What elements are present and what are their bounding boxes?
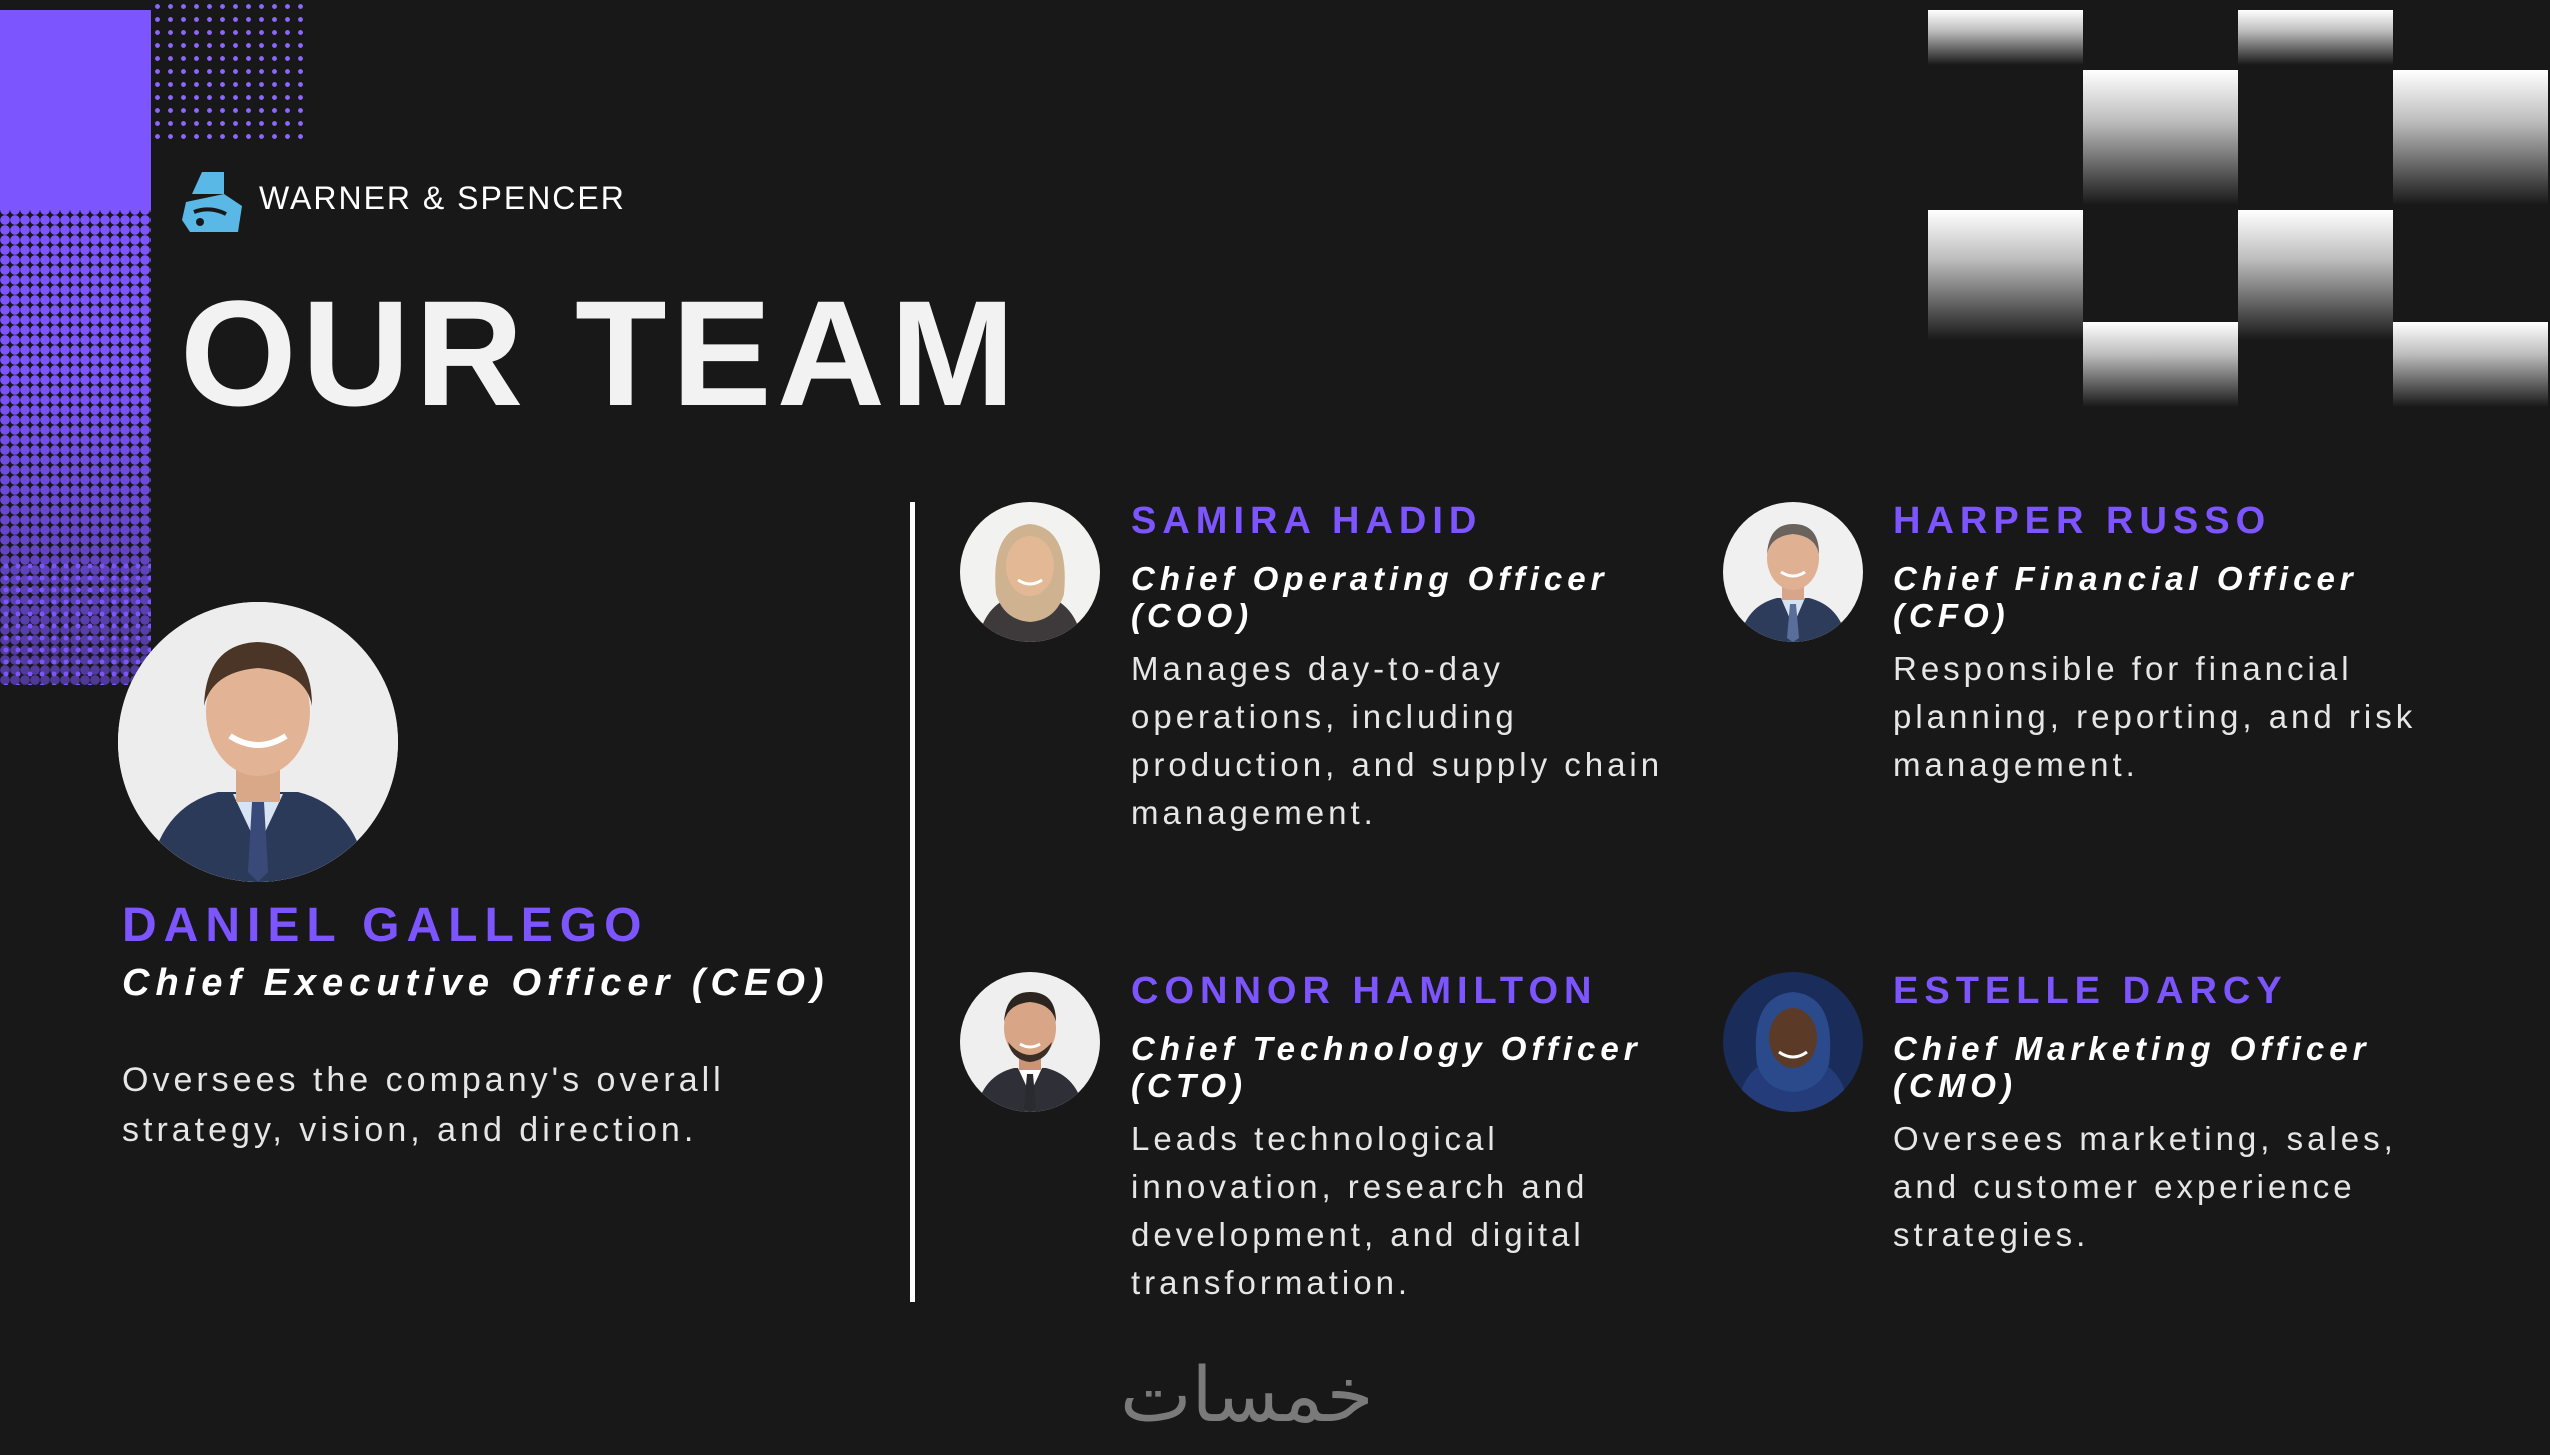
decor-dot-pattern-bottom (0, 560, 151, 685)
member-avatar (960, 972, 1100, 1112)
member-description: Oversees marketing, sales, and customer experience strategies. (1893, 1120, 2397, 1253)
member-name: ESTELLE DARCY (1893, 970, 2288, 1012)
decor-purple-block (0, 10, 151, 210)
ship-sail-logo-icon (180, 168, 242, 234)
ceo-role: Chief Executive Officer (CEO) (122, 962, 830, 1004)
member-role: Chief Marketing Officer (CMO) (1893, 1030, 2371, 1104)
member-name: CONNOR HAMILTON (1131, 970, 1598, 1012)
member-name: SAMIRA HADID (1131, 500, 1483, 542)
member-avatar (1723, 972, 1863, 1112)
brand-name: WARNER & SPENCER (259, 180, 626, 216)
decor-dot-pattern-top (151, 0, 303, 140)
member-name: HARPER RUSSO (1893, 500, 2272, 542)
ceo-name: DANIEL GALLEGO (122, 899, 649, 952)
member-role: Chief Financial Officer (CFO) (1893, 560, 2358, 634)
member-avatar (960, 502, 1100, 642)
member-role: Chief Technology Officer (CTO) (1131, 1030, 1642, 1104)
watermark: خمسات (1120, 1350, 1374, 1439)
member-description: Manages day-to-day operations, including production, and supply chain management. (1131, 650, 1664, 831)
page-title: OUR TEAM (180, 269, 1020, 437)
member-role: Chief Operating Officer (COO) (1131, 560, 1609, 634)
member-avatar (1723, 502, 1863, 642)
ceo-description: Oversees the company's overall strategy, vision, and direction. (122, 1061, 725, 1149)
member-description: Leads technological innovation, research and development, and digital transformation. (1131, 1120, 1589, 1301)
member-description: Responsible for financial planning, reporting, and risk management. (1893, 650, 2417, 783)
ceo-avatar (118, 602, 398, 882)
divider (910, 502, 915, 1302)
